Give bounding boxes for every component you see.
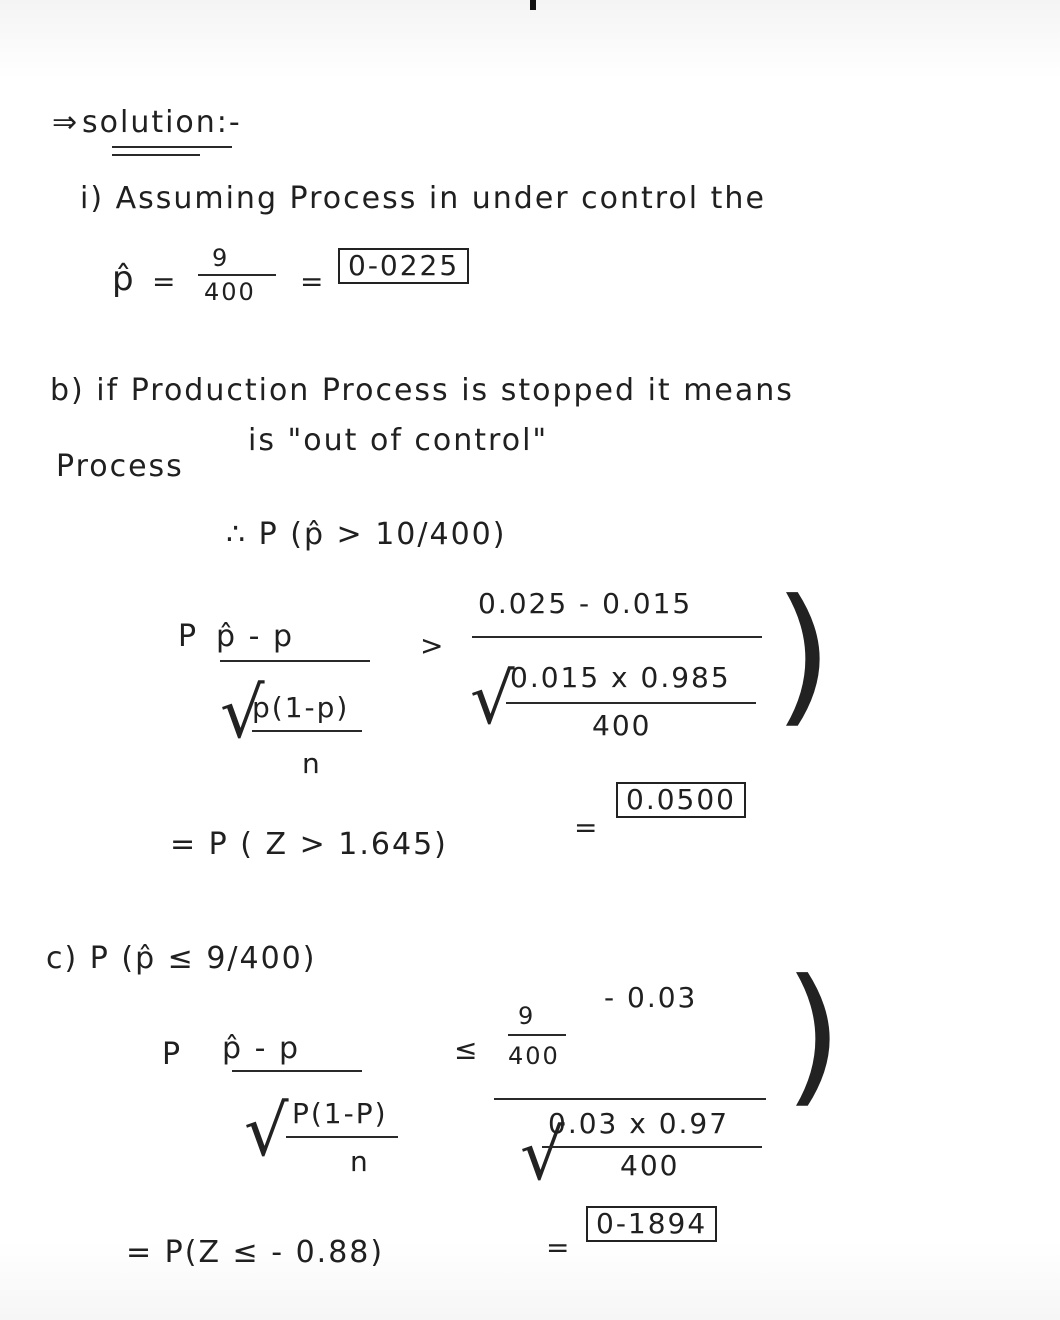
part-c-rhs-sqrt: √ <box>520 1114 565 1196</box>
fraction-denominator: 400 <box>204 278 256 306</box>
part-b-lhs-n: n <box>302 747 322 780</box>
part-c-lhs-bar <box>232 1070 362 1072</box>
part-c-lhs-sqrt: √ <box>244 1090 289 1172</box>
part-b-statement: b) if Production Process is stopped it means <box>50 373 794 408</box>
part-a-result: 0-0225 <box>338 248 469 284</box>
part-c-equals: = <box>546 1231 572 1264</box>
part-c-rhs-denominator: 0.03 x 0.97 <box>548 1107 730 1140</box>
part-b-greater-than: > <box>420 629 446 662</box>
part-b-rhs-inner-bar <box>506 702 756 704</box>
part-b-prob-expression: ∴ P (p̂ > 10/400) <box>226 517 507 552</box>
fraction-numerator: 9 <box>212 244 230 272</box>
scan-mark <box>530 0 536 10</box>
part-c-z-expression: = P(Z ≤ - 0.88) <box>126 1235 385 1270</box>
part-b-z-expression: = P ( Z > 1.645) <box>170 827 448 862</box>
part-b-lhs-numerator: p̂ - p <box>216 619 294 654</box>
part-c-rhs-frac-top: 9 <box>518 1002 536 1030</box>
heading-underline-2 <box>112 154 200 156</box>
part-c-result: 0-1894 <box>586 1206 717 1242</box>
fraction-bar <box>198 274 276 276</box>
part-b-rhs-sqrt: √ <box>470 658 515 740</box>
part-b-lhs-prefix: P <box>178 619 199 654</box>
part-c-rhs-frac-bot: 400 <box>508 1042 560 1070</box>
part-c-lhs-prefix: P <box>162 1037 183 1072</box>
arrow-symbol: ⇒ <box>52 105 80 140</box>
part-c-rhs-bar <box>494 1098 766 1100</box>
part-b-rhs-n: 400 <box>592 709 652 742</box>
part-b-rhs-bar <box>472 636 762 638</box>
solution-heading: solution:- <box>82 105 242 140</box>
part-c-lhs-numerator: p̂ - p <box>222 1031 300 1066</box>
p-hat-symbol: p̂ <box>112 259 136 299</box>
part-b-statement-left: Process <box>56 449 184 484</box>
part-c-rhs-n: 400 <box>620 1149 680 1182</box>
part-c-close-paren: ) <box>784 948 843 1122</box>
heading-underline <box>112 146 232 148</box>
part-b-lhs-bar <box>220 660 370 662</box>
part-b-lhs-inner-bar <box>252 730 362 732</box>
part-c-lhs-denominator: P(1-P) <box>292 1097 388 1130</box>
equals-sign: = <box>152 265 178 298</box>
part-b-statement-right: is "out of control" <box>248 423 549 458</box>
equals-sign-2: = <box>300 265 326 298</box>
part-b-close-paren: ) <box>774 568 833 742</box>
part-c-lhs-inner-bar <box>286 1136 398 1138</box>
part-c-rhs-num-rest: - 0.03 <box>604 981 698 1014</box>
part-b-rhs-denominator: 0.015 x 0.985 <box>510 661 731 694</box>
part-b-result: 0.0500 <box>616 782 746 818</box>
part-b-lhs-denominator: p(1-p) <box>252 691 350 724</box>
part-c-lhs-n: n <box>350 1145 370 1178</box>
part-b-rhs-numerator: 0.025 - 0.015 <box>478 587 693 620</box>
part-c-rhs-inner-bar <box>542 1146 762 1148</box>
part-b-equals: = <box>574 811 600 844</box>
part-c-rhs-frac-bar <box>508 1034 566 1036</box>
part-b-lhs-sqrt: √ <box>220 672 265 754</box>
part-a-statement: i) Assuming Process in under control the <box>80 181 766 216</box>
part-c-statement: c) P (p̂ ≤ 9/400) <box>46 941 317 976</box>
part-c-less-equal: ≤ <box>454 1033 480 1066</box>
